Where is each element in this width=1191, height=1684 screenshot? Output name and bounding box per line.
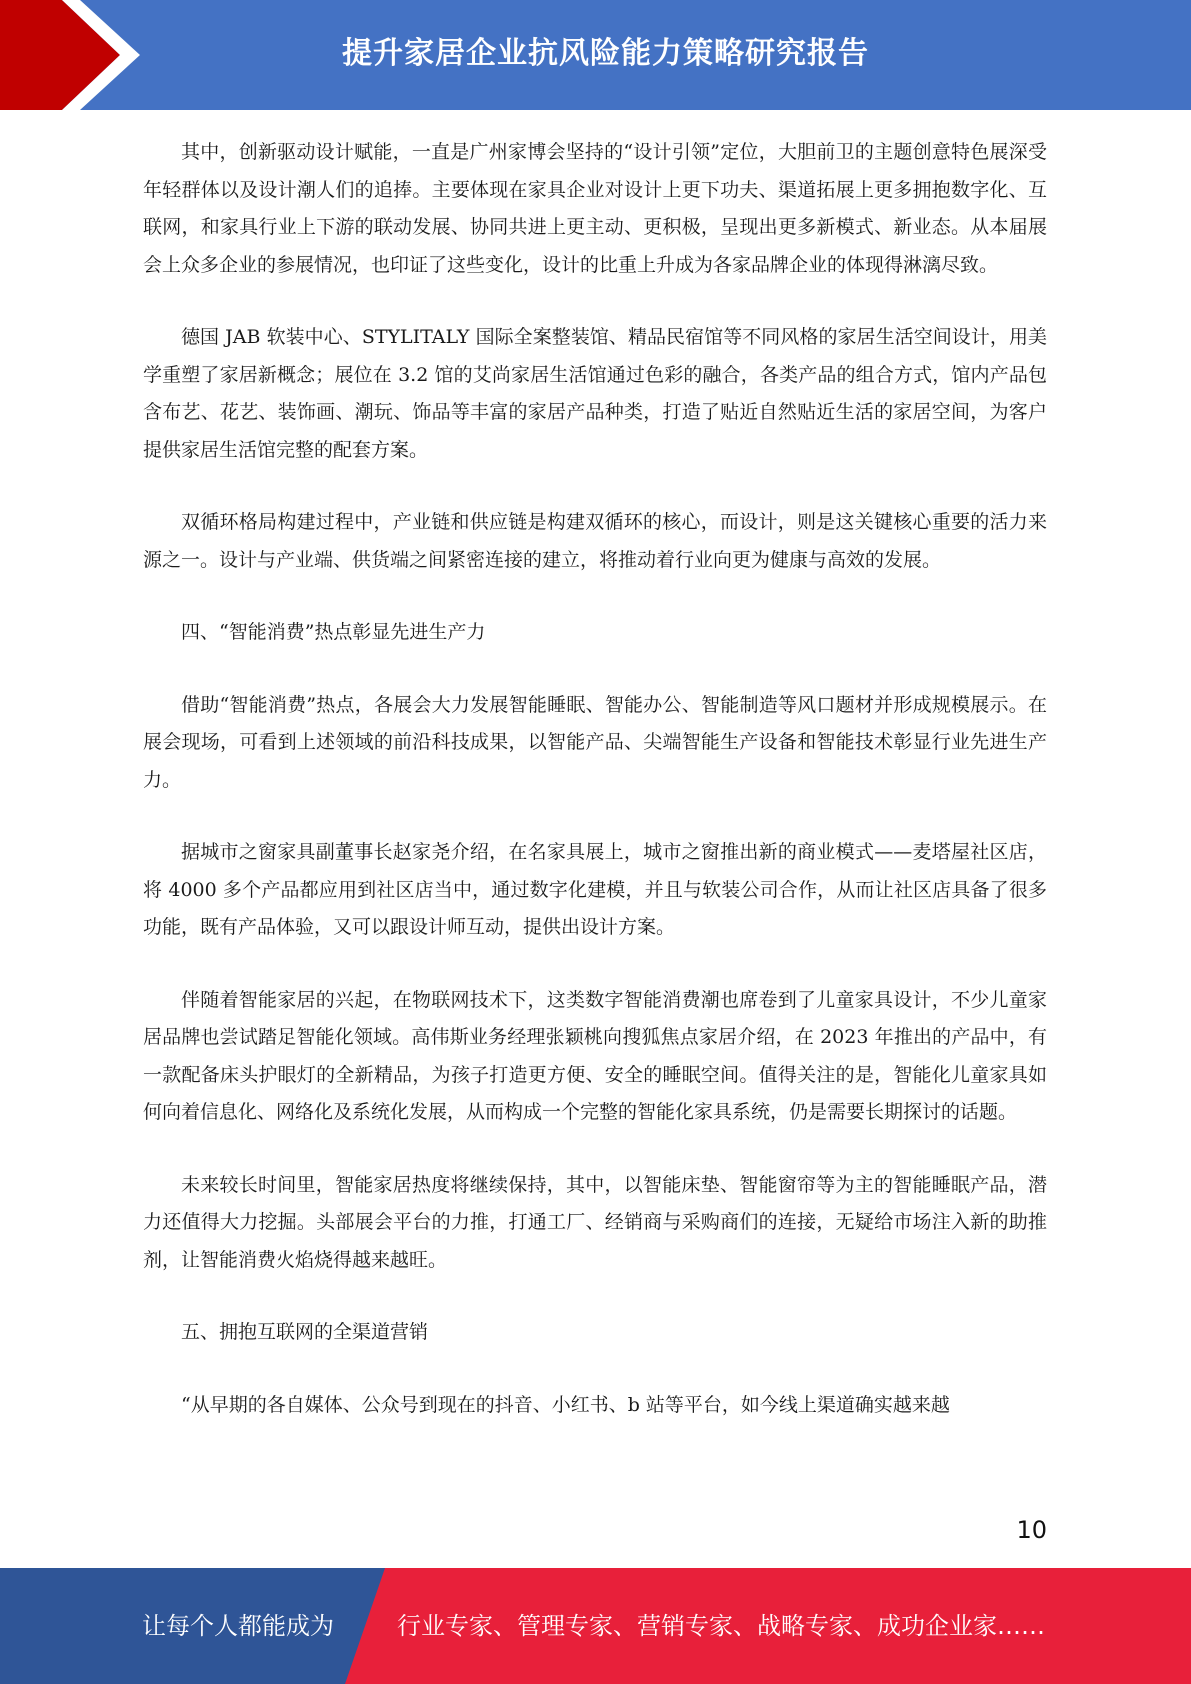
paragraph: 伴随着智能家居的兴起，在物联网技术下，这类数字智能消费潮也席卷到了儿童家具设计，不少儿童家居品牌也尝试踏足智能化领域。高伟斯业务经理张颖桃向搜狐焦点家居介绍，在 2023 年推出的产品中，有一款配备床头护眼灯的全新精品，为孩子打造更方便、安全的睡眠空间。值得关注的是，智能化儿童家具如何向着信息化、网络化及系统化发展，从而构成一个完整的智能化家具系统，仍是需要长期探讨的话题。 [143, 988, 1047, 1123]
paragraph: “从早期的各自媒体、公众号到现在的抖音、小红书、b 站等平台，如今线上渠道确实越来越 [181, 1393, 950, 1416]
section-heading: 四、“智能消费”热点彰显先进生产力 [181, 621, 486, 643]
report-title: 提升家居企业抗风险能力策略研究报告 [342, 36, 869, 71]
paragraph: 借助“智能消费”热点，各展会大力发展智能睡眠、智能办公、智能制造等风口题材并形成规模展示。在展会现场，可看到上述领域的前沿科技成果，以智能产品、尖端智能生产设备和智能技术彰显行业先进生产力。 [143, 693, 1047, 791]
page-header [0, 0, 1191, 110]
body-content [143, 134, 1047, 1459]
paragraph: 双循环格局构建过程中，产业链和供应链是构建双循环的核心，而设计，则是这关键核心重要的活力来源之一。设计与产业端、供货端之间紧密连接的建立，将推动着行业向更为健康与高效的发展。 [143, 511, 1047, 571]
page-number: 10 [1016, 1516, 1047, 1544]
section-heading: 五、拥抱互联网的全渠道营销 [181, 1321, 429, 1343]
paragraph: 德国 JAB 软装中心、STYLITALY 国际全案整装馆、精品民宿馆等不同风格的家居生活空间设计，用美学重塑了家居新概念；展位在 3.2 馆的艾尚家居生活馆通过色彩的融合，各类产品的组合方式，馆内产品包含布艺、花艺、装饰画、潮玩、饰品等丰富的家居产品种类，打造了贴近自然贴近生活的家居空间，为客户提供家居生活馆完整的配套方案。 [143, 326, 1047, 461]
paragraph: 未来较长时间里，智能家居热度将继续保持，其中，以智能床垫、智能窗帘等为主的智能睡眠产品，潜力还值得大力挖掘。头部展会平台的力推，打通工厂、经销商与采购商们的连接，无疑给市场注入新的助推剂，让智能消费火焰烧得越来越旺。 [143, 1173, 1047, 1271]
paragraph: 其中，创新驱动设计赋能，一直是广州家博会坚持的“设计引领”定位，大胆前卫的主题创意特色展深受年轻群体以及设计潮人们的追捧。主要体现在家具企业对设计上更下功夫、渠道拓展上更多拥抱数字化、互联网，和家具行业上下游的联动发展、协同共进上更主动、更积极，呈现出更多新模式、新业态。从本届展会上众多企业的参展情况，也印证了这些变化，设计的比重上升成为各家品牌企业的体现得淋漓尽致。 [143, 141, 1047, 276]
footer-slogan: 让每个人都能成为 [142, 1612, 334, 1640]
footer-tagline: 行业专家、管理专家、营销专家、战略专家、成功企业家…… [397, 1612, 1045, 1640]
paragraph: 据城市之窗家具副董事长赵家尧介绍，在名家具展上，城市之窗推出新的商业模式——麦塔屋社区店，将 4000 多个产品都应用到社区店当中，通过数字化建模，并且与软装公司合作，从而让社区店具备了很多功能，既有产品体验，又可以跟设计师互动，提供出设计方案。 [143, 841, 1047, 938]
page-footer [0, 1568, 1191, 1684]
